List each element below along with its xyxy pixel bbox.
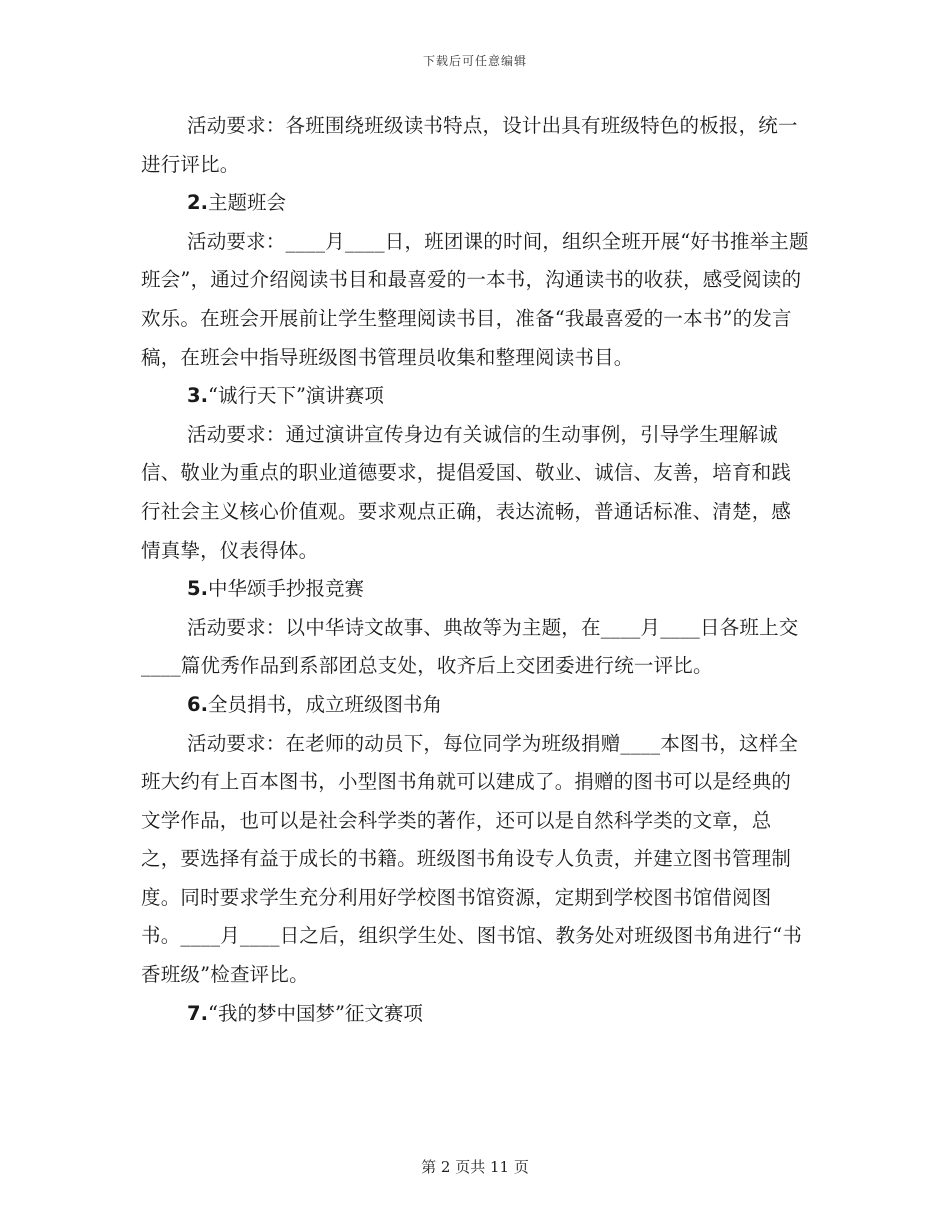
page-footer: 第 2 页共 11 页: [421, 1158, 529, 1176]
paragraph-text: 活动要求：在老师的动员下，每位同学为班级捐赠____本图书，这样全班大约有上百本图书，小型图书角就可以建成了。捐赠的图书可以是经典的文学作品，也可以是社会科学类的著作，还可以是自然科学类的文章，总之，要选择有益于成长的书籍。班级图书角设专人负责，并建立图书管理制度。同时要求学生充分利用好学校图书馆资源，定期到学校图书馆借阅图书。____月____日之后，组织学生处、图书馆、教务处对班级图书角进行“书香班级”检查评比。: [141, 731, 803, 987]
paragraph: [141, 107, 809, 184]
paragraph: [141, 223, 809, 377]
section-heading: [141, 377, 809, 416]
section-heading: [141, 570, 809, 609]
section-title: 主题班会: [207, 191, 286, 215]
section-number: 5.: [187, 577, 208, 601]
document-body: [141, 107, 809, 1033]
page-header: 下载后可任意编辑: [422, 54, 527, 68]
section-title: “诚行天下”演讲赛项: [207, 384, 384, 408]
section-heading: [141, 686, 809, 725]
paragraph: [141, 609, 809, 686]
section-number: 3.: [187, 384, 208, 408]
paragraph: [141, 416, 809, 570]
section-heading: [141, 995, 809, 1034]
paragraph-text: 活动要求：以中华诗文故事、典故等为主题，在____月____日各班上交____篇优秀作品到系部团总支处，收齐后上交团委进行统一评比。: [141, 615, 799, 678]
section-title: 全员捐书，成立班级图书角: [207, 692, 442, 716]
paragraph-text: 活动要求：各班围绕班级读书特点，设计出具有班级特色的板报，统一进行评比。: [141, 114, 798, 176]
paragraph-text: 活动要求：通过演讲宣传身边有关诚信的生动事例，引导学生理解诚信、敬业为重点的职业道德要求，提倡爱国、敬业、诚信、友善，培育和践行社会主义核心价值观。要求观点正确，表达流畅，普通话标准、清楚，感情真挚，仪表得体。: [141, 422, 792, 562]
paragraph: [141, 725, 809, 995]
section-number: 6.: [187, 692, 208, 716]
section-heading: [141, 184, 809, 223]
section-title: “我的梦中国梦”征文赛项: [207, 1001, 423, 1025]
paragraph-text: 活动要求：____月____日，班团课的时间，组织全班开展“好书推举主题班会”，通过介绍阅读书目和最喜爱的一本书，沟通读书的收获，感受阅读的欢乐。在班会开展前让学生整理阅读书目，准备“我最喜爱的一本书”的发言稿，在班会中指导班级图书管理员收集和整理阅读书目。: [141, 229, 809, 369]
section-title: 中华颂手抄报竞赛: [207, 577, 364, 601]
section-number: 2.: [187, 191, 208, 215]
section-number: 7.: [187, 1001, 208, 1025]
